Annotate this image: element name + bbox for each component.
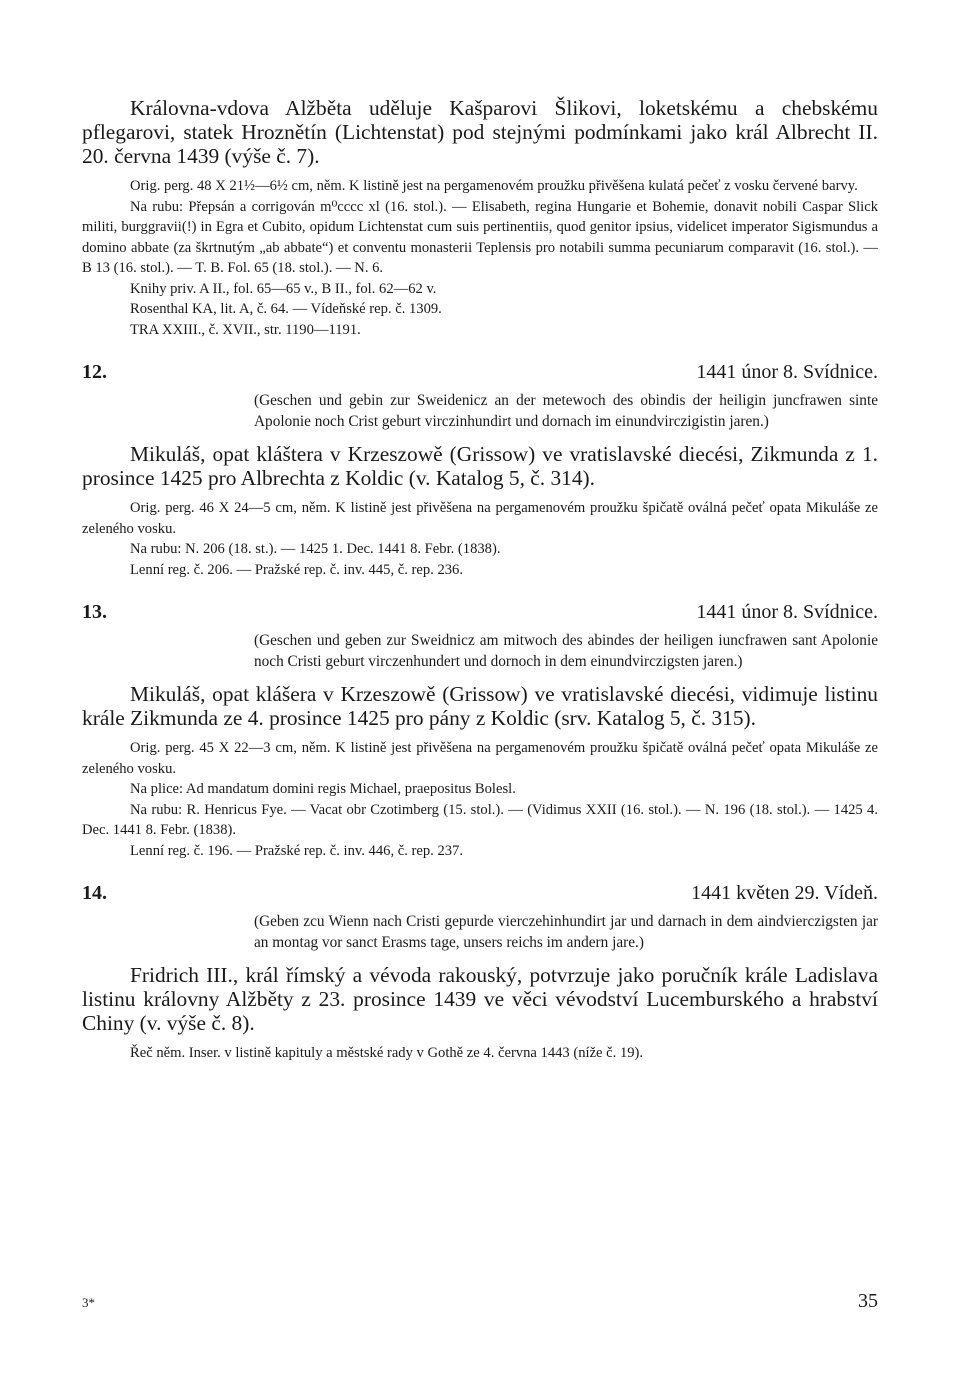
reference-line: Knihy priv. A II., fol. 65—65 v., B II., fol. 62—62 v.	[130, 280, 437, 297]
entry-date-place: 1441 únor 8. Svídnice.	[696, 361, 878, 383]
continued-entry	[82, 96, 878, 340]
reference-line: Lenní reg. č. 196. — Pražské rep. č. inv. 446, č. rep. 237.	[130, 842, 463, 859]
entry-header	[82, 881, 878, 905]
entry-summary: Fridrich III., král římský a vévoda rakouský, potvrzuje jako poručník krále Ladislava listinu královny Alžběty z 23. prosince 1439 ve věci vévodství Lucemburského a hrabství Chiny (v. výše č. 8).	[82, 963, 878, 1035]
entry-header	[82, 600, 878, 624]
entry-summary: Mikuláš, opat klášera v Krzeszowě (Grissow) ve vratislavské diecési, vidimuje listinu krále Zikmunda ze 4. prosince 1425 pro pány z Koldic (srv. Katalog 5, č. 315).	[82, 682, 878, 730]
printer-signature: 3*	[82, 1295, 95, 1310]
reference-line: TRA XXIII., č. XVII., str. 1190—1191.	[130, 321, 361, 338]
dorsal-note: Na rubu: R. Henricus Fye. — Vacat obr Czotimberg (15. stol.). — (Vidimus XXII (16. stol.). — N. 196 (18. stol.). — 1425 4. Dec. 1441 8. Febr. (1838).	[82, 801, 878, 838]
page-footer	[82, 1290, 878, 1313]
entry-notes	[82, 1043, 878, 1064]
page-number: 35	[858, 1290, 878, 1312]
physical-description: Orig. perg. 48 X 21½—6½ cm, něm. K listině jest na pergamenovém proužku přivěšena kulatá pečeť z vosku červené barvy.	[130, 178, 858, 194]
physical-description: Orig. perg. 46 X 24—5 cm, něm. K listině jest přivěšena na pergamenovém proužku špičatě oválná pečeť opata Mikuláše ze zeleného vosku.	[82, 500, 878, 537]
entry-dating-quote: (Geschen und geben zur Sweidnicz am mitwoch des abindes der heiligen iuncfrawen sant Apolonie noch Cristi geburt virczenhundert und dornoch in dem einundvirczigsten jaren.)	[254, 632, 878, 670]
entry-date-place: 1441 květen 29. Vídeň.	[691, 882, 878, 904]
entry-number: 14.	[82, 882, 107, 904]
plica-note: Na plice: Ad mandatum domini regis Michael, praepositus Bolesl.	[130, 781, 516, 797]
entry-notes	[82, 176, 878, 340]
entry-header	[82, 360, 878, 384]
entry-12	[82, 360, 878, 580]
entry-summary: Královna-vdova Alžběta uděluje Kašparovi Šlikovi, loketskému a chebskému pflegarovi, statek Hroznětín (Lichtenstat) pod stejnými podmínkami jako král Albrecht II. 20. června 1439 (výše č. 7).	[82, 96, 878, 168]
entry-number: 13.	[82, 601, 107, 623]
entry-13	[82, 600, 878, 861]
physical-description: Orig. perg. 45 X 22—3 cm, něm. K listině jest přivěšena na pergamenovém proužku špičatě oválná pečeť opata Mikuláše ze zeleného vosku.	[82, 740, 878, 777]
entry-date-place: 1441 únor 8. Svídnice.	[696, 601, 878, 623]
reference-line: Lenní reg. č. 206. — Pražské rep. č. inv. 445, č. rep. 236.	[130, 561, 463, 578]
entry-notes	[82, 498, 878, 580]
entry-summary: Mikuláš, opat kláštera v Krzeszowě (Grissow) ve vratislavské diecési, Zikmunda z 1. prosince 1425 pro Albrechta z Koldic (v. Katalog 5, č. 314).	[82, 442, 878, 490]
entry-dating-quote: (Geben zcu Wienn nach Cristi gepurde vierczehinhundirt jar und darnach in dem aindvierczigsten jar an montag vor sanct Erasms tage, unsers reichs im andern jare.)	[254, 913, 878, 951]
entry-notes	[82, 738, 878, 861]
dorsal-note: Na rubu: N. 206 (18. st.). — 1425 1. Dec. 1441 8. Febr. (1838).	[130, 541, 501, 557]
dorsal-note: Na rubu: Přepsán a corrigován m⁰cccc xl (16. stol.). — Elisabeth, regina Hungarie et Bohemie, donavit nobili Caspar Slick militi, burggravii(!) in Egra et Cubito, opidum Lichtenstat cum suis pertinentiis, quod genitor ipsius, videlicet imperator Sigismundus a domino abbate (za škrtnutým „ab abbate“) et conventu monasterii Teplensis pro notabili summa pecuniarum comparavit (16. stol.). — B 13 (16. stol.). — T. B. Fol. 65 (18. stol.). — N. 6.	[82, 198, 878, 276]
entry-number: 12.	[82, 361, 107, 383]
entry-dating-quote: (Geschen und gebin zur Sweidenicz an der metewoch des obindis der heiligin juncfrawen sinte Apolonie noch Crist geburt virczinhundirt und dornach im einundvirczigistin jaren.)	[254, 392, 878, 430]
entry-14	[82, 881, 878, 1064]
language-note: Řeč něm. Inser. v listině kapituly a městské rady v Gothě ze 4. června 1443 (níže č. 19).	[130, 1045, 644, 1061]
reference-line: Rosenthal KA, lit. A, č. 64. — Vídeňské rep. č. 1309.	[130, 301, 442, 317]
